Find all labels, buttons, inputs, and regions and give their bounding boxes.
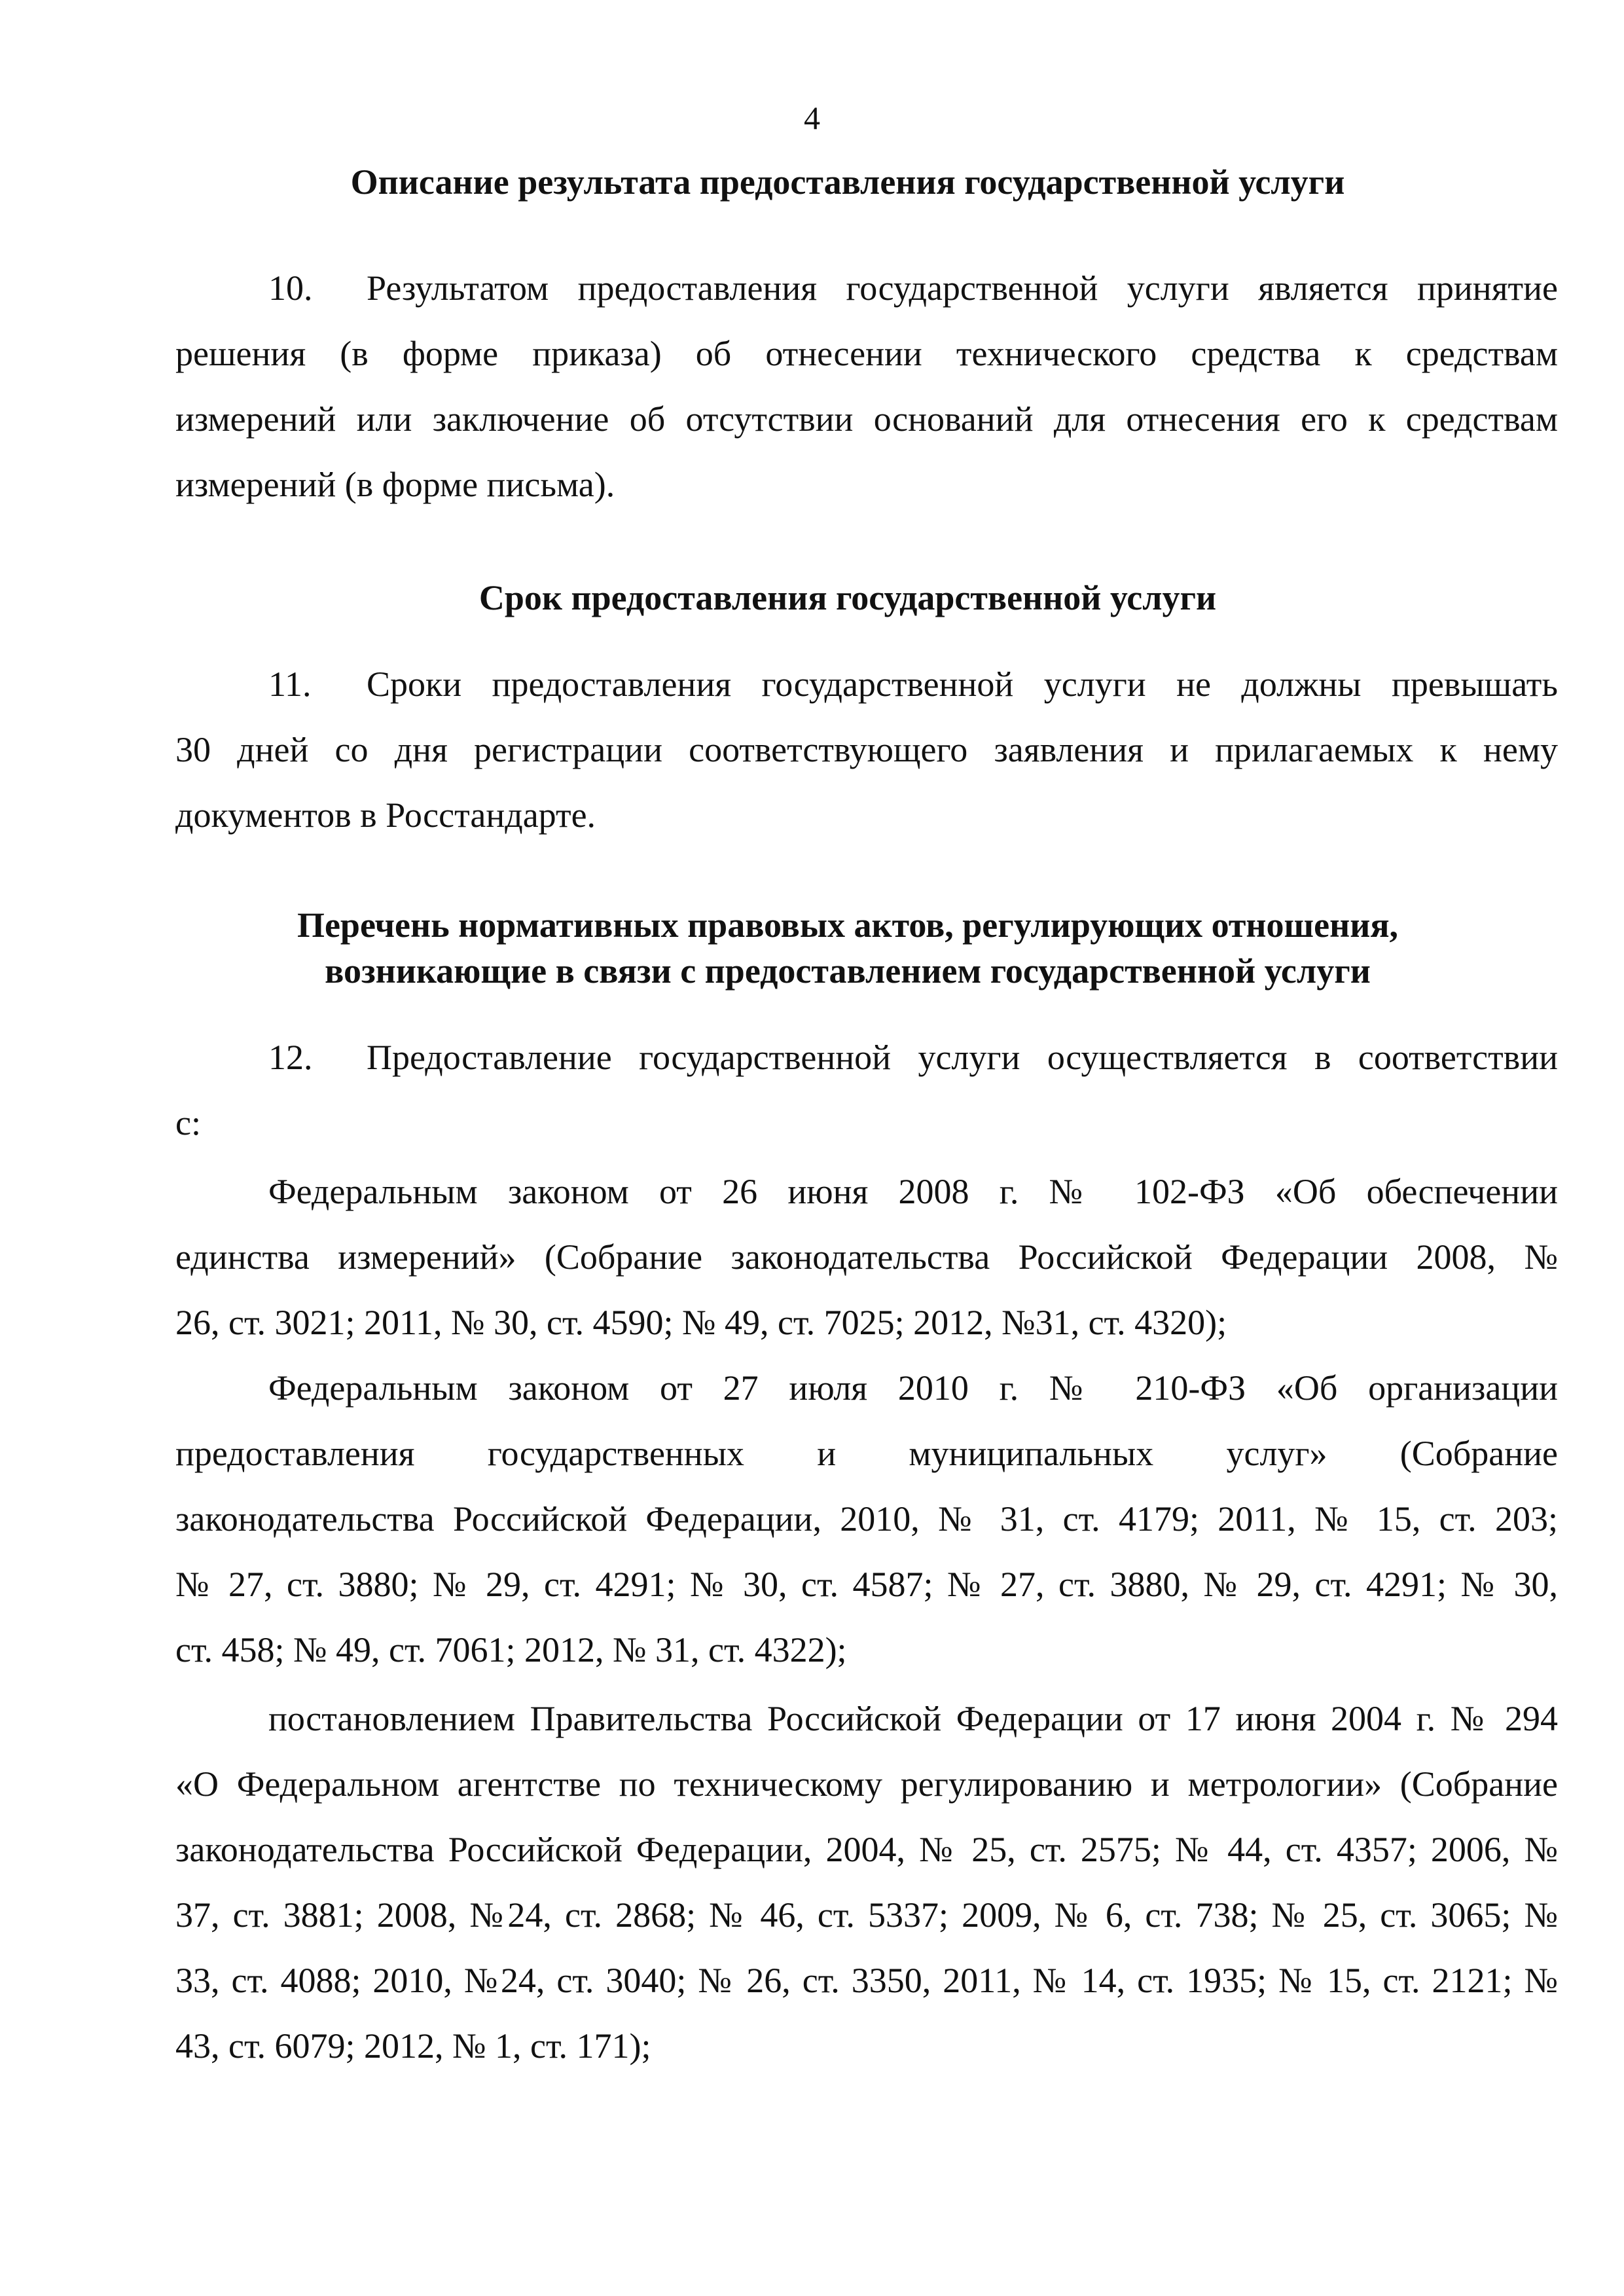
paragraph-number: 12.: [268, 1038, 313, 1077]
section-heading-acts-line-2: возникающие в связи с предоставлением государственной услуги: [325, 951, 1371, 991]
section-heading-term: Срок предоставления государственной услуги: [478, 578, 1217, 617]
paragraph-line: [268, 265, 1558, 311]
act-line: Федеральным законом от 26 июня 2008 г. № 102-ФЗ «Об обеспечении: [268, 1172, 1558, 1211]
paragraph-line: измерений (в форме письма).: [175, 465, 615, 504]
act-line: предоставления государственных и муниципальных услуг» (Собрание: [175, 1434, 1558, 1473]
act-line: «О Федеральном агентстве по техническому регулированию и метрологии» (Собрание: [175, 1764, 1558, 1804]
act-line: 37, ст. 3881; 2008, №24, ст. 2868; № 46, ст. 5337; 2009, № 6, ст. 738; № 25, ст. 3065; №: [175, 1895, 1558, 1935]
paragraph-text: Предоставление государственной услуги осуществляется в соответствии: [367, 1038, 1558, 1077]
paragraph-line: [268, 1034, 1558, 1080]
act-line: ст. 458; № 49, ст. 7061; 2012, № 31, ст. 4322);: [175, 1630, 847, 1669]
paragraph-line: [268, 661, 1558, 707]
act-line: законодательства Российской Федерации, 2010, № 31, ст. 4179; 2011, № 15, ст. 203;: [175, 1499, 1558, 1539]
act-line: 33, ст. 4088; 2010, №24, ст. 3040; № 26, ст. 3350, 2011, № 14, ст. 1935; № 15, ст. 2121; №: [175, 1961, 1558, 2000]
paragraph-line: 30 дней со дня регистрации соответствующего заявления и прилагаемых к нему: [175, 730, 1558, 769]
paragraph-number: 11.: [268, 665, 312, 704]
page-number: 4: [804, 100, 820, 136]
section-heading-acts-line-1: Перечень нормативных правовых актов, регулирующих отношения,: [297, 905, 1399, 945]
act-line: 43, ст. 6079; 2012, № 1, ст. 171);: [175, 2026, 651, 2066]
paragraph-line: документов в Росстандарте.: [175, 795, 596, 835]
act-line: постановлением Правительства Российской Федерации от 17 июня 2004 г. № 294: [268, 1699, 1558, 1738]
paragraph-text: Сроки предоставления государственной услуги не должны превышать: [367, 665, 1558, 704]
paragraph-number: 10.: [268, 268, 313, 308]
paragraph-line: с:: [175, 1103, 201, 1142]
act-line: законодательства Российской Федерации, 2004, № 25, ст. 2575; № 44, ст. 4357; 2006, №: [175, 1830, 1558, 1869]
paragraph-text: Результатом предоставления государственной услуги является принятие: [367, 268, 1558, 308]
act-line: Федеральным законом от 27 июля 2010 г. № 210-ФЗ «Об организации: [268, 1368, 1558, 1408]
section-heading-result: Описание результата предоставления государственной услуги: [350, 162, 1345, 202]
paragraph-line: решения (в форме приказа) об отнесении технического средства к средствам: [175, 334, 1558, 373]
act-line: 26, ст. 3021; 2011, № 30, ст. 4590; № 49, ст. 7025; 2012, №31, ст. 4320);: [175, 1303, 1227, 1342]
act-line: единства измерений» (Собрание законодательства Российской Федерации 2008, №: [175, 1237, 1558, 1277]
act-line: № 27, ст. 3880; № 29, ст. 4291; № 30, ст. 4587; № 27, ст. 3880, № 29, ст. 4291; № 30,: [175, 1565, 1558, 1604]
paragraph-line: измерений или заключение об отсутствии оснований для отнесения его к средствам: [175, 399, 1558, 439]
